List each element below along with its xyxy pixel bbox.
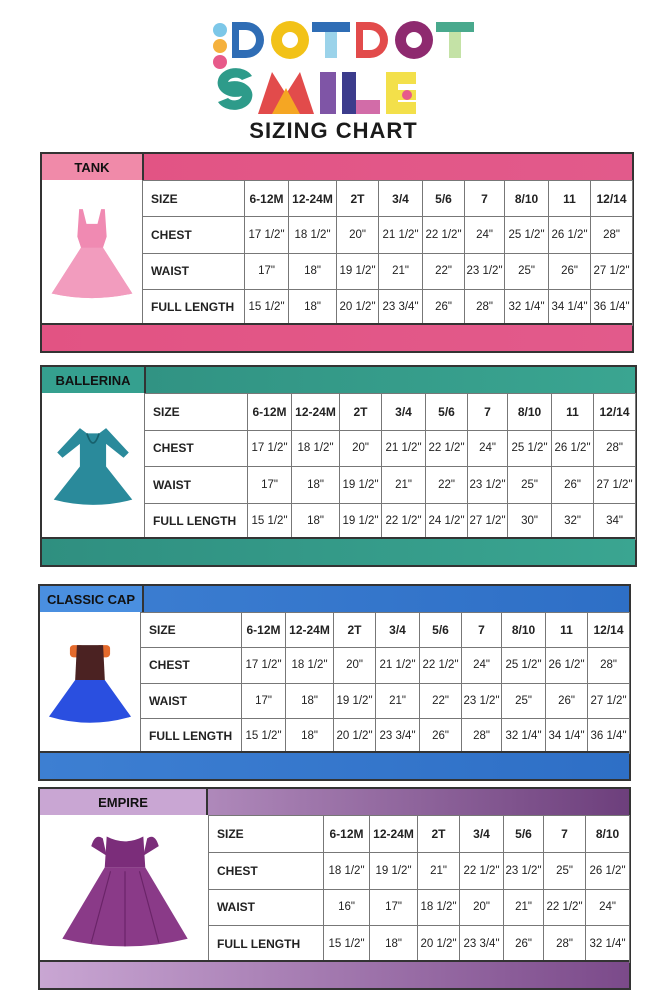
measure-cell: 23 3/4" (460, 926, 504, 963)
measure-cell: 18" (292, 503, 340, 540)
measure-cell: 23 1/2" (504, 852, 544, 889)
measure-cell: 28" (594, 430, 636, 467)
measure-cell: 20" (337, 217, 379, 253)
measure-cell: 21 1/2" (382, 430, 426, 467)
size-cell: 7 (465, 181, 505, 217)
dress-image (42, 180, 143, 325)
section-title: CLASSIC CAP (40, 586, 144, 612)
row-label: SIZE (145, 394, 248, 431)
table-row (141, 613, 630, 648)
measure-cell: 21 1/2" (379, 217, 423, 253)
measure-cell: 22 1/2" (426, 430, 468, 467)
measure-cell: 22 1/2" (460, 852, 504, 889)
measure-cell: 26" (423, 289, 465, 325)
measure-cell: 34 1/4" (546, 718, 588, 753)
size-table (144, 393, 636, 540)
page-title: SIZING CHART (249, 118, 418, 143)
row-label: WAIST (143, 253, 245, 289)
measure-cell: 32 1/4" (505, 289, 549, 325)
measure-cell: 18" (370, 926, 418, 963)
size-cell: 12/14 (591, 181, 633, 217)
measure-cell: 26" (420, 718, 462, 753)
measure-cell: 22" (426, 467, 468, 504)
size-cell: 12/14 (588, 613, 630, 648)
table-row (141, 683, 630, 718)
row-label: WAIST (141, 683, 242, 718)
measure-cell: 21 1/2" (376, 648, 420, 683)
measure-cell: 23 3/4" (376, 718, 420, 753)
measure-cell: 18" (289, 289, 337, 325)
table-row (145, 394, 636, 431)
row-label: CHEST (145, 430, 248, 467)
measure-cell: 16" (324, 889, 370, 926)
dress-image (40, 612, 141, 753)
measure-cell: 19 1/2" (370, 852, 418, 889)
size-cell: 11 (546, 613, 588, 648)
measure-cell: 27 1/2" (588, 683, 630, 718)
measure-cell: 19 1/2" (340, 467, 382, 504)
measure-cell: 32 1/4" (586, 926, 630, 963)
size-cell: 11 (549, 181, 591, 217)
table-row (145, 503, 636, 540)
section-footer-bar (40, 751, 629, 779)
measure-cell: 23 3/4" (379, 289, 423, 325)
measure-cell: 25" (505, 253, 549, 289)
measure-cell: 20" (460, 889, 504, 926)
measure-cell: 28" (465, 289, 505, 325)
measure-cell: 18 1/2" (324, 852, 370, 889)
size-cell: 12-24M (286, 613, 334, 648)
size-cell: 7 (462, 613, 502, 648)
row-label: WAIST (145, 467, 248, 504)
size-cell: 5/6 (504, 816, 544, 853)
measure-cell: 19 1/2" (340, 503, 382, 540)
size-cell: 2T (340, 394, 382, 431)
size-cell: 2T (418, 816, 460, 853)
size-cell: 12/14 (594, 394, 636, 431)
measure-cell: 18 1/2" (418, 889, 460, 926)
measure-cell: 17" (248, 467, 292, 504)
measure-cell: 18" (286, 683, 334, 718)
size-cell: 7 (468, 394, 508, 431)
measure-cell: 28" (544, 926, 586, 963)
measure-cell: 15 1/2" (245, 289, 289, 325)
measure-cell: 18" (286, 718, 334, 753)
row-label: FULL LENGTH (141, 718, 242, 753)
size-cell: 12-24M (292, 394, 340, 431)
measure-cell: 26" (504, 926, 544, 963)
size-table (140, 612, 630, 754)
size-table (142, 180, 633, 326)
measure-cell: 27 1/2" (591, 253, 633, 289)
measure-cell: 20" (334, 648, 376, 683)
row-label: CHEST (141, 648, 242, 683)
measure-cell: 25" (544, 852, 586, 889)
size-cell: 8/10 (586, 816, 630, 853)
measure-cell: 17" (370, 889, 418, 926)
section-footer-bar (42, 537, 635, 565)
dotdot-smile-logo (0, 8, 667, 118)
measure-cell: 17 1/2" (242, 648, 286, 683)
table-row (143, 217, 633, 253)
size-cell: 5/6 (423, 181, 465, 217)
logo-dotdot-row (213, 21, 474, 69)
size-cell: 6-12M (248, 394, 292, 431)
table-row (209, 926, 630, 963)
measure-cell: 26 1/2" (586, 852, 630, 889)
measure-cell: 25" (502, 683, 546, 718)
measure-cell: 19 1/2" (337, 253, 379, 289)
measure-cell: 24" (468, 430, 508, 467)
measure-cell: 18 1/2" (292, 430, 340, 467)
dress-image (40, 815, 209, 962)
measure-cell: 36 1/4" (591, 289, 633, 325)
measure-cell: 21" (418, 852, 460, 889)
measure-cell: 25 1/2" (508, 430, 552, 467)
measure-cell: 24" (462, 648, 502, 683)
size-cell: 5/6 (420, 613, 462, 648)
row-label: SIZE (209, 816, 324, 853)
measure-cell: 28" (588, 648, 630, 683)
table-row (145, 467, 636, 504)
measure-cell: 26 1/2" (552, 430, 594, 467)
size-cell: 3/4 (376, 613, 420, 648)
measure-cell: 20" (340, 430, 382, 467)
measure-cell: 17" (242, 683, 286, 718)
size-table (208, 815, 630, 963)
measure-cell: 34" (594, 503, 636, 540)
row-label: CHEST (209, 852, 324, 889)
measure-cell: 32" (552, 503, 594, 540)
logo-smile-row (218, 68, 416, 114)
measure-cell: 20 1/2" (337, 289, 379, 325)
measure-cell: 34 1/4" (549, 289, 591, 325)
measure-cell: 27 1/2" (594, 467, 636, 504)
measure-cell: 26" (546, 683, 588, 718)
measure-cell: 23 1/2" (465, 253, 505, 289)
measure-cell: 32 1/4" (502, 718, 546, 753)
measure-cell: 36 1/4" (588, 718, 630, 753)
table-row (141, 648, 630, 683)
measure-cell: 22 1/2" (423, 217, 465, 253)
measure-cell: 26" (552, 467, 594, 504)
row-label: FULL LENGTH (143, 289, 245, 325)
section-title: EMPIRE (40, 789, 208, 815)
row-label: SIZE (143, 181, 245, 217)
measure-cell: 21" (379, 253, 423, 289)
size-cell: 5/6 (426, 394, 468, 431)
measure-cell: 15 1/2" (324, 926, 370, 963)
section-title: TANK (42, 154, 144, 180)
size-cell: 8/10 (508, 394, 552, 431)
measure-cell: 30" (508, 503, 552, 540)
size-cell: 3/4 (382, 394, 426, 431)
measure-cell: 18" (292, 467, 340, 504)
table-row (209, 889, 630, 926)
measure-cell: 21" (376, 683, 420, 718)
measure-cell: 25 1/2" (505, 217, 549, 253)
measure-cell: 25" (508, 467, 552, 504)
measure-cell: 22" (423, 253, 465, 289)
measure-cell: 21" (504, 889, 544, 926)
measure-cell: 25 1/2" (502, 648, 546, 683)
measure-cell: 28" (591, 217, 633, 253)
measure-cell: 24 1/2" (426, 503, 468, 540)
table-row (143, 289, 633, 325)
measure-cell: 22 1/2" (544, 889, 586, 926)
table-row (143, 181, 633, 217)
measure-cell: 27 1/2" (468, 503, 508, 540)
row-label: SIZE (141, 613, 242, 648)
size-cell: 6-12M (245, 181, 289, 217)
section-footer-bar (40, 960, 629, 988)
measure-cell: 18 1/2" (289, 217, 337, 253)
measure-cell: 22 1/2" (382, 503, 426, 540)
measure-cell: 20 1/2" (418, 926, 460, 963)
measure-cell: 26 1/2" (546, 648, 588, 683)
measure-cell: 15 1/2" (242, 718, 286, 753)
measure-cell: 21" (382, 467, 426, 504)
measure-cell: 22 1/2" (420, 648, 462, 683)
table-row (209, 852, 630, 889)
measure-cell: 22" (420, 683, 462, 718)
measure-cell: 17 1/2" (245, 217, 289, 253)
measure-cell: 23 1/2" (468, 467, 508, 504)
size-cell: 8/10 (505, 181, 549, 217)
measure-cell: 24" (465, 217, 505, 253)
size-cell: 8/10 (502, 613, 546, 648)
size-cell: 6-12M (242, 613, 286, 648)
measure-cell: 17" (245, 253, 289, 289)
row-label: CHEST (143, 217, 245, 253)
measure-cell: 28" (462, 718, 502, 753)
section-classic-cap (38, 584, 631, 781)
measure-cell: 20 1/2" (334, 718, 376, 753)
section-empire (38, 787, 631, 990)
size-cell: 11 (552, 394, 594, 431)
measure-cell: 19 1/2" (334, 683, 376, 718)
table-row (145, 430, 636, 467)
measure-cell: 18" (289, 253, 337, 289)
measure-cell: 26" (549, 253, 591, 289)
table-row (143, 253, 633, 289)
section-footer-bar (42, 323, 632, 351)
row-label: WAIST (209, 889, 324, 926)
measure-cell: 26 1/2" (549, 217, 591, 253)
measure-cell: 15 1/2" (248, 503, 292, 540)
table-row (209, 816, 630, 853)
section-ballerina (40, 365, 637, 567)
size-cell: 7 (544, 816, 586, 853)
size-cell: 2T (337, 181, 379, 217)
size-cell: 3/4 (460, 816, 504, 853)
measure-cell: 18 1/2" (286, 648, 334, 683)
section-title: BALLERINA (42, 367, 146, 393)
row-label: FULL LENGTH (209, 926, 324, 963)
size-cell: 3/4 (379, 181, 423, 217)
size-cell: 12-24M (370, 816, 418, 853)
measure-cell: 17 1/2" (248, 430, 292, 467)
size-cell: 6-12M (324, 816, 370, 853)
dress-image (42, 393, 145, 539)
section-tank (40, 152, 634, 353)
measure-cell: 23 1/2" (462, 683, 502, 718)
table-row (141, 718, 630, 753)
row-label: FULL LENGTH (145, 503, 248, 540)
size-cell: 2T (334, 613, 376, 648)
size-cell: 12-24M (289, 181, 337, 217)
measure-cell: 24" (586, 889, 630, 926)
